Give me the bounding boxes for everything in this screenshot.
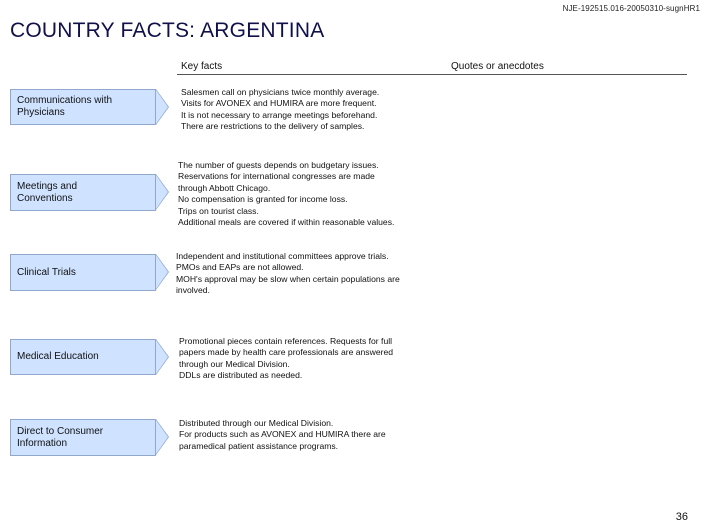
page-title: COUNTRY FACTS: ARGENTINA	[10, 19, 325, 42]
fact-line: DDLs are distributed as needed.	[179, 370, 303, 381]
row-label-line: Medical Education	[17, 351, 99, 362]
fact-line: paramedical patient assistance programs.	[179, 440, 339, 451]
row-label-line: Conventions	[17, 192, 73, 204]
row-label-box	[10, 254, 156, 291]
fact-line: Salesmen call on physicians twice monthly average.	[181, 87, 380, 97]
row-label-line: Communications with	[17, 95, 113, 106]
row-label-line: Physicians	[17, 107, 65, 118]
fact-line: papers made by health care professionals are answered	[179, 347, 394, 358]
fact-line: through our Medical Division.	[179, 358, 290, 369]
fact-line: MOH's approval may be slow when certain populations are	[176, 273, 400, 284]
column-header-key-facts: Key facts	[181, 61, 223, 72]
document-id: NJE-192515.016-20050310-sugnHR1	[562, 4, 700, 13]
key-facts-text	[181, 87, 431, 133]
fact-line: For products such as AVONEX and HUMIRA there are	[179, 429, 386, 440]
fact-line: There are restrictions to the delivery of samples.	[181, 121, 365, 132]
key-facts-text	[179, 418, 429, 452]
fact-line: Reservations for international congresses are made	[178, 171, 375, 182]
row-label-box	[10, 174, 156, 211]
key-facts-text	[179, 336, 429, 382]
column-header-quotes: Quotes or anecdotes	[451, 61, 544, 72]
header-rule	[177, 74, 687, 75]
page-number: 36	[675, 511, 688, 523]
key-facts-text	[178, 160, 428, 228]
fact-line: Trips on tourist class.	[178, 205, 259, 216]
fact-line: Promotional pieces contain references. Requests for full	[179, 336, 393, 346]
fact-line: through Abbott Chicago.	[178, 182, 271, 193]
row-label-box	[10, 89, 156, 125]
key-facts-text	[176, 251, 426, 297]
row-label-line: Information	[17, 437, 68, 449]
row-label-box	[10, 419, 156, 456]
fact-line: Independent and institutional committees approve trials.	[176, 251, 389, 261]
fact-line: Distributed through our Medical Division.	[179, 418, 334, 428]
row-label-box	[10, 339, 156, 375]
fact-line: It is not necessary to arrange meetings beforehand.	[181, 109, 378, 120]
fact-line: Additional meals are covered if within reasonable values.	[178, 217, 395, 228]
fact-line: PMOs and EAPs are not allowed.	[176, 262, 304, 273]
fact-line: involved.	[176, 285, 210, 296]
fact-line: The number of guests depends on budgetary issues.	[178, 160, 379, 170]
fact-line: Visits for AVONEX and HUMIRA are more frequent.	[181, 98, 377, 109]
row-label-line: Meetings and	[17, 180, 78, 192]
row-label-line: Direct to Consumer	[17, 425, 104, 437]
row-label-line: Clinical Trials	[17, 266, 76, 278]
fact-line: No compensation is granted for income loss.	[178, 194, 348, 205]
